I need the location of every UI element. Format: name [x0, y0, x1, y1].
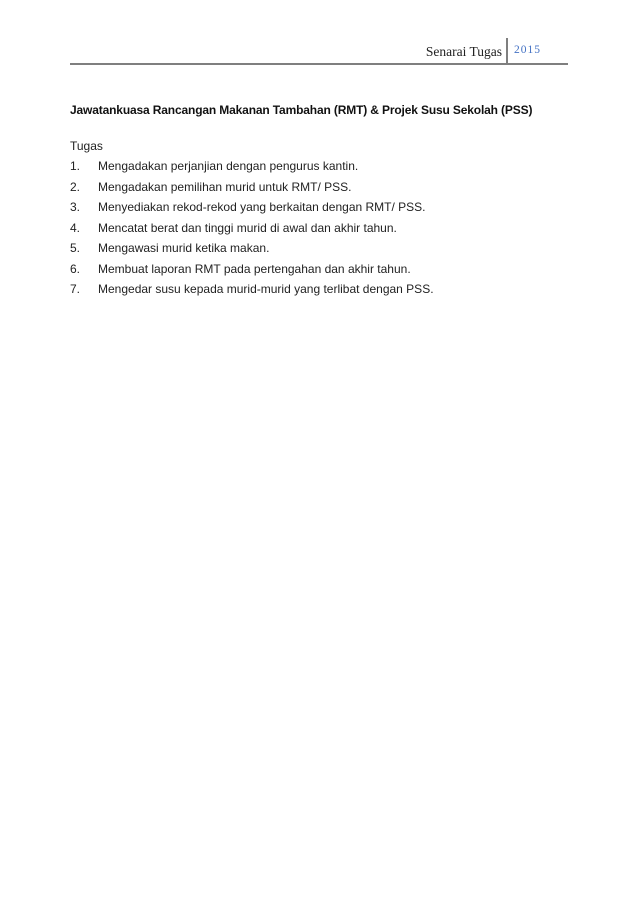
task-number: 7. — [70, 282, 81, 296]
task-text: Menyediakan rekod-rekod yang berkaitan dengan RMT/ PSS. — [98, 200, 426, 214]
task-item — [70, 221, 434, 242]
task-item — [70, 241, 434, 262]
task-text: Mengedar susu kepada murid-murid yang terlibat dengan PSS. — [98, 282, 434, 296]
task-number: 3. — [70, 200, 81, 214]
task-number: 4. — [70, 220, 81, 235]
header-rule — [70, 63, 568, 65]
page-header — [0, 0, 638, 70]
task-text: Membuat laporan RMT pada pertengahan dan akhir tahun. — [98, 261, 411, 276]
task-text: Mengadakan pemilihan murid untuk RMT/ PSS. — [98, 179, 352, 194]
task-item — [70, 159, 434, 180]
task-list — [70, 159, 434, 303]
task-item — [70, 262, 434, 283]
task-text: Mengadakan perjanjian dengan pengurus kantin. — [98, 159, 359, 173]
task-text: Mencatat berat dan tinggi murid di awal dan akhir tahun. — [98, 220, 397, 235]
task-number: 5. — [70, 241, 81, 255]
header-title: Senarai Tugas — [425, 44, 502, 59]
task-number: 6. — [70, 261, 81, 276]
header-divider — [506, 38, 508, 64]
task-text: Mengawasi murid ketika makan. — [98, 241, 270, 255]
task-item — [70, 282, 434, 303]
task-number: 1. — [70, 159, 81, 173]
task-item — [70, 200, 434, 221]
section-label: Tugas — [70, 139, 103, 153]
task-item — [70, 180, 434, 201]
document-heading: Jawatankuasa Rancangan Makanan Tambahan (RMT) & Projek Susu Sekolah (PSS) — [70, 103, 533, 117]
task-number: 2. — [70, 179, 81, 194]
header-year: 2015 — [514, 44, 541, 56]
